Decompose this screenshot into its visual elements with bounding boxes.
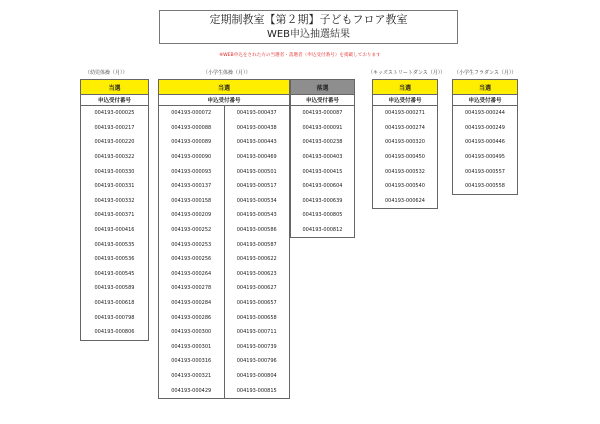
table-row [159,208,290,223]
table-row [159,135,290,150]
application-number: 004193-000087 [291,106,355,121]
application-number: 004193-000587 [224,237,290,252]
application-number: 004193-000320 [373,135,438,150]
table-row [81,267,149,282]
application-number: 004193-000815 [224,383,290,398]
table-row [159,267,290,282]
table-row [159,296,290,311]
page-subtitle: WEB申込抽選結果 [266,29,351,40]
table-row [159,310,290,325]
table-row [159,179,290,194]
application-number: 004193-000332 [81,194,149,209]
status-header-win: 当選 [81,80,149,95]
application-number: 004193-000798 [81,310,149,325]
application-number: 004193-000025 [81,106,149,121]
application-number: 004193-000416 [81,223,149,238]
application-number: 004193-000429 [159,383,225,398]
application-number: 004193-000623 [224,267,290,282]
table-row [159,383,290,398]
application-number: 004193-000093 [159,164,225,179]
table-row [159,369,290,384]
table-row [81,194,149,209]
application-number: 004193-000536 [81,252,149,267]
table-row [373,179,438,194]
application-number: 004193-000437 [224,106,290,121]
table-row [81,237,149,252]
table-row [159,354,290,369]
application-number: 004193-000517 [224,179,290,194]
application-number: 004193-000244 [453,106,518,121]
table-row [159,164,290,179]
category-label-hula-dance: （小学生フラダンス（月）） [454,70,517,76]
application-number: 004193-000330 [81,164,149,179]
application-number: 004193-000301 [159,340,225,355]
application-number: 004193-000796 [224,354,290,369]
application-number: 004193-000711 [224,325,290,340]
results-table-elementary-gym [158,79,290,399]
application-number: 004193-000316 [159,354,225,369]
table-row [81,150,149,165]
column-header-number: 申込受付番号 [159,95,290,106]
application-number: 004193-000545 [81,267,149,282]
table-row [159,121,290,136]
application-number: 004193-000238 [291,135,355,150]
application-number: 004193-000089 [159,135,225,150]
results-table-hula-dance [452,79,518,195]
status-header-win: 当選 [159,80,290,95]
application-number: 004193-000501 [224,164,290,179]
application-number: 004193-000088 [159,121,225,136]
application-number: 004193-000558 [453,179,518,194]
application-number: 004193-000090 [159,150,225,165]
table-row [291,135,355,150]
application-number: 004193-000443 [224,135,290,150]
application-number: 004193-000137 [159,179,225,194]
table-row [453,135,518,150]
application-number: 004193-000469 [224,150,290,165]
table-row [453,106,518,121]
status-header-win: 当選 [373,80,438,95]
application-number: 004193-000805 [291,208,355,223]
table-row [81,208,149,223]
table-row [159,150,290,165]
table-row [81,106,149,121]
category-label-street-dance: （キッズストリートダンス（月）） [368,70,446,76]
application-number: 004193-000534 [224,194,290,209]
application-number: 004193-000540 [373,179,438,194]
application-number: 004193-000271 [373,106,438,121]
application-number: 004193-000624 [373,194,438,209]
status-header-win: 当選 [453,80,518,95]
application-number: 004193-000622 [224,252,290,267]
application-number: 004193-000286 [159,310,225,325]
category-label-elementary-gym: （小学生体操（月）） [203,70,251,76]
table-row [291,208,355,223]
table-row [81,310,149,325]
table-row [453,150,518,165]
application-number: 004193-000415 [291,164,355,179]
table-row [159,223,290,238]
table-row [159,237,290,252]
table-row [81,223,149,238]
application-number: 004193-000812 [291,223,355,238]
application-number: 004193-000739 [224,340,290,355]
application-number: 004193-000804 [224,369,290,384]
application-number: 004193-000321 [159,369,225,384]
table-row [291,106,355,121]
table-row [291,164,355,179]
application-number: 004193-000543 [224,208,290,223]
results-table-elementary-gym-lost [290,79,355,238]
application-number: 004193-000217 [81,121,149,136]
application-number: 004193-000532 [373,164,438,179]
notice-text: ※WEB申込をされた方の当選者・落選者（申込受付番号）を掲載しております [219,53,381,58]
application-number: 004193-000657 [224,296,290,311]
column-header-number: 申込受付番号 [373,95,438,106]
table-row [453,164,518,179]
table-row [81,121,149,136]
application-number: 004193-000091 [291,121,355,136]
table-row [159,252,290,267]
application-number: 004193-000589 [81,281,149,296]
application-number: 004193-000446 [453,135,518,150]
table-row [453,179,518,194]
table-row [373,121,438,136]
table-row [81,164,149,179]
application-number: 004193-000557 [453,164,518,179]
status-header-lose: 落選 [291,80,355,95]
table-row [373,164,438,179]
category-label-toddler-gym: （幼児体操（月）） [85,70,128,76]
table-row [159,340,290,355]
application-number: 004193-000806 [81,325,149,340]
table-row [291,150,355,165]
application-number: 004193-000639 [291,194,355,209]
table-row [291,194,355,209]
table-row [453,121,518,136]
application-number: 004193-000256 [159,252,225,267]
table-row [373,135,438,150]
results-table-toddler-gym [80,79,149,341]
application-number: 004193-000300 [159,325,225,340]
application-number: 004193-000158 [159,194,225,209]
application-number: 004193-000403 [291,150,355,165]
table-row [81,281,149,296]
application-number: 004193-000450 [373,150,438,165]
application-number: 004193-000209 [159,208,225,223]
table-row [159,281,290,296]
table-row [373,106,438,121]
application-number: 004193-000220 [81,135,149,150]
table-row [81,296,149,311]
application-number: 004193-000253 [159,237,225,252]
table-row [81,179,149,194]
table-row [81,135,149,150]
column-header-number: 申込受付番号 [291,95,355,106]
page-title: 定期制教室【第２期】子どもフロア教室 [209,13,408,26]
table-row [81,252,149,267]
application-number: 004193-000252 [159,223,225,238]
application-number: 004193-000438 [224,121,290,136]
table-row [291,223,355,238]
table-row [159,194,290,209]
table-row [291,121,355,136]
application-number: 004193-000284 [159,296,225,311]
table-row [291,179,355,194]
application-number: 004193-000278 [159,281,225,296]
results-table-street-dance [372,79,438,209]
application-number: 004193-000322 [81,150,149,165]
application-number: 004193-000627 [224,281,290,296]
table-row [159,325,290,340]
table-row [81,325,149,340]
application-number: 004193-000586 [224,223,290,238]
table-row [373,150,438,165]
application-number: 004193-000274 [373,121,438,136]
application-number: 004193-000331 [81,179,149,194]
application-number: 004193-000618 [81,296,149,311]
application-number: 004193-000249 [453,121,518,136]
application-number: 004193-000535 [81,237,149,252]
table-row [159,106,290,121]
title-box [159,10,458,44]
application-number: 004193-000658 [224,310,290,325]
column-header-number: 申込受付番号 [453,95,518,106]
application-number: 004193-000604 [291,179,355,194]
application-number: 004193-000264 [159,267,225,282]
application-number: 004193-000495 [453,150,518,165]
table-row [373,194,438,209]
column-header-number: 申込受付番号 [81,95,149,106]
application-number: 004193-000072 [159,106,225,121]
application-number: 004193-000371 [81,208,149,223]
